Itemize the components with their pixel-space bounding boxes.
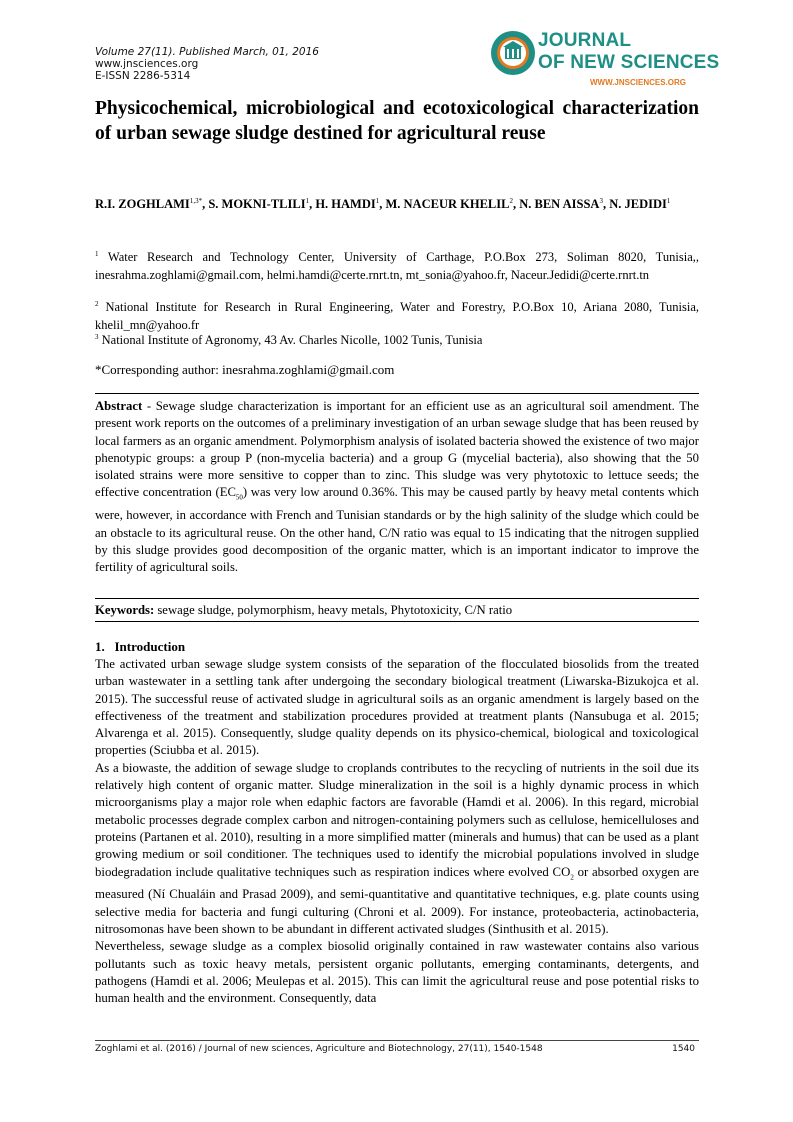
author-name: R.I. ZOGHLAMI xyxy=(95,197,190,212)
author-affil-sup: 1,3* xyxy=(189,197,203,205)
affiliation-1: $^1$ Water Research and Technology Center, University of Carthage, P.O.Box 273, Soliman 8020, Tunisia,, inesrahma.zoghlami@gmail.com, helmi.hamdi@certe.rnrt.tn, mt_sonia@yahoo.fr, Naceur.Jedidi@certe.rnrt.tn xyxy=(95,250,699,282)
author-name: , N. BEN AISSA xyxy=(512,197,600,212)
paper-title: Physicochemical, microbiological and ecotoxicological characterization of urban sewage sludge destined for agricultural reuse xyxy=(95,98,699,144)
abstract: Abstract - Sewage sludge characterization is important for an efficient use as an agricultural soil amendment. The present work reports on the outcomes of a preliminary investigation of an urban sewage sludge that has been reused by local farmers as an organic amendment. Polymorphism analysis of isolated bacteria showed the existence of two major phenotypic groups: a group P (non-mycelia bacteria) and a group G (mycelial bacteria), also showing that the 50 isolated strains were more sensitive to copper than to zinc. This sludge was very phytotoxic to lettuce seeds; the effective concentration $(EC_{50})$ was very low around 0.36%. This may be caused partly by heavy metal contents which were, however, in accordance with French and Tunisian standards or by the high salinity of the sludge which could be an obstacle to its agricultural reuse. On the other hand, C/N ratio was equal to 15 indicating that the nitrogen supplied by this sludge provides good decomposition of the organic matter, which is an important indicator to improve the fertility of agricultural soils. xyxy=(95,399,700,575)
author-name: , S. MOKNI-TLILI xyxy=(202,197,306,212)
paragraph: As a biowaste, the addition of sewage sludge to croplands contributes to the recycling of nutrients in the soil due its relatively high content of organic matter. Sludge mineralization in the soil is a highly dynamic process in which microorganisms play a major role when edaphic factors are favorable (Hamdi et al. 2006). In this regard, microbial metabolic processes degrade complex carbon and nitrogen-containing polymers such as cellulose, hemicelluloses and proteins (Partanen et al. 2010), resulting in a more simplified matter (minerals and humus) that can be used as a plant growing medium or soil conditioner. The techniques used to identify the microbial populations involved in sludge biodegradation include qualitative techniques such as respiration indices where evolved $CO_2$ or absorbed oxygen are measured (Ní Chualáin and Prasad 2009), and semi-quantitative and quantitative techniques, e.g. plate counts using selective media for bacteria and fungi culturing (Chroni et al. 2009). For instance, proteobacteria, actinobacteria, nitrosomonas have been shown to be abundant in different activated sludges (Sinthusith et al. 2015). xyxy=(95,760,699,936)
page-number: 1540 xyxy=(672,1044,695,1054)
page-footer xyxy=(95,1044,695,1054)
logo-url: WWW.JNSCIENCES.ORG xyxy=(590,78,687,87)
journal-header xyxy=(95,46,319,82)
volume-info: Volume 27(11). Published March, 01, 2016 xyxy=(95,46,319,58)
author-affil-sup: 2 xyxy=(509,197,513,205)
paragraph: The activated urban sewage sludge system consists of the separation of the flocculated biosolids from the treated urban wastewater in a settling tank after undergoing the secondary biological treatment (Liwarska-Bizukojca et al. 2015). The successful reuse of activated sludge in agricultural soils as an organic amendment is largely based on the effectiveness of the treatment and stabilization procedures provided at treatment plants (Nansubuga et al. 2015; Alvarenga et al. 2015). Consequently, sludge quality depends on its physico-chemical, biological and toxicological properties (Sciubba et al. 2015). xyxy=(95,657,699,758)
abstract-bottom-rule xyxy=(95,598,699,599)
journal-issn: E-ISSN 2286-5314 xyxy=(95,70,191,82)
logo-title-line2: OF NEW SCIENCES xyxy=(538,52,720,73)
affiliation-3: $^3$ National Institute of Agronomy, 43 Av. Charles Nicolle, 1002 Tunis, Tunisia xyxy=(95,333,483,348)
logo-title-line1: JOURNAL xyxy=(538,30,632,51)
author-name: , N. JEDIDI xyxy=(602,197,667,212)
author-affil-sup: 1 xyxy=(375,197,380,205)
author-affil-sup: 1 xyxy=(305,197,310,205)
keywords-label: Keywords: xyxy=(95,603,155,617)
abstract-top-rule xyxy=(95,393,699,394)
body-text xyxy=(95,656,699,1007)
journal-website[interactable]: www.jnsciences.org xyxy=(95,58,199,70)
author-affil-sup: 3 xyxy=(599,197,603,205)
footer-rule xyxy=(95,1040,699,1041)
author-affil-sup: 1 xyxy=(666,197,671,205)
keywords: Keywords: sewage sludge, polymorphism, heavy metals, Phytotoxicity, C/N ratio xyxy=(95,603,513,617)
abstract-label: Abstract xyxy=(95,399,143,413)
corresponding-author: *Corresponding author: inesrahma.zoghlami@gmail.com xyxy=(95,362,395,377)
keywords-bottom-rule xyxy=(95,621,699,622)
affiliation-2: $^2$ National Institute for Research in Rural Engineering, Water and Forestry, P.O.Box 10, Ariana 2080, Tunisia, khelil_mn@yahoo.fr xyxy=(95,300,700,332)
footer-citation: Zoghlami et al. (2016) / Journal of new sciences, Agriculture and Biotechnology, 27(11), 1540-1548 xyxy=(95,1044,543,1054)
author-name: , M. NACEUR KHELIL xyxy=(379,197,510,212)
section-heading: 1. Introduction xyxy=(95,639,186,654)
author-name: , H. HAMDI xyxy=(309,197,376,212)
author-list xyxy=(95,193,699,213)
paragraph: Nevertheless, sewage sludge as a complex biosolid originally contained in raw wastewater contains also various pollutants such as toxic heavy metals, persistent organic pollutants, emerging contaminants, detergents, and pathogens (Hamdi et al. 2006; Meulepas et al. 2015). This can limit the agricultural reuse and pose potential risks to human health and the environment. Consequently, data xyxy=(95,939,699,1006)
journal-logo-icon xyxy=(488,28,538,78)
